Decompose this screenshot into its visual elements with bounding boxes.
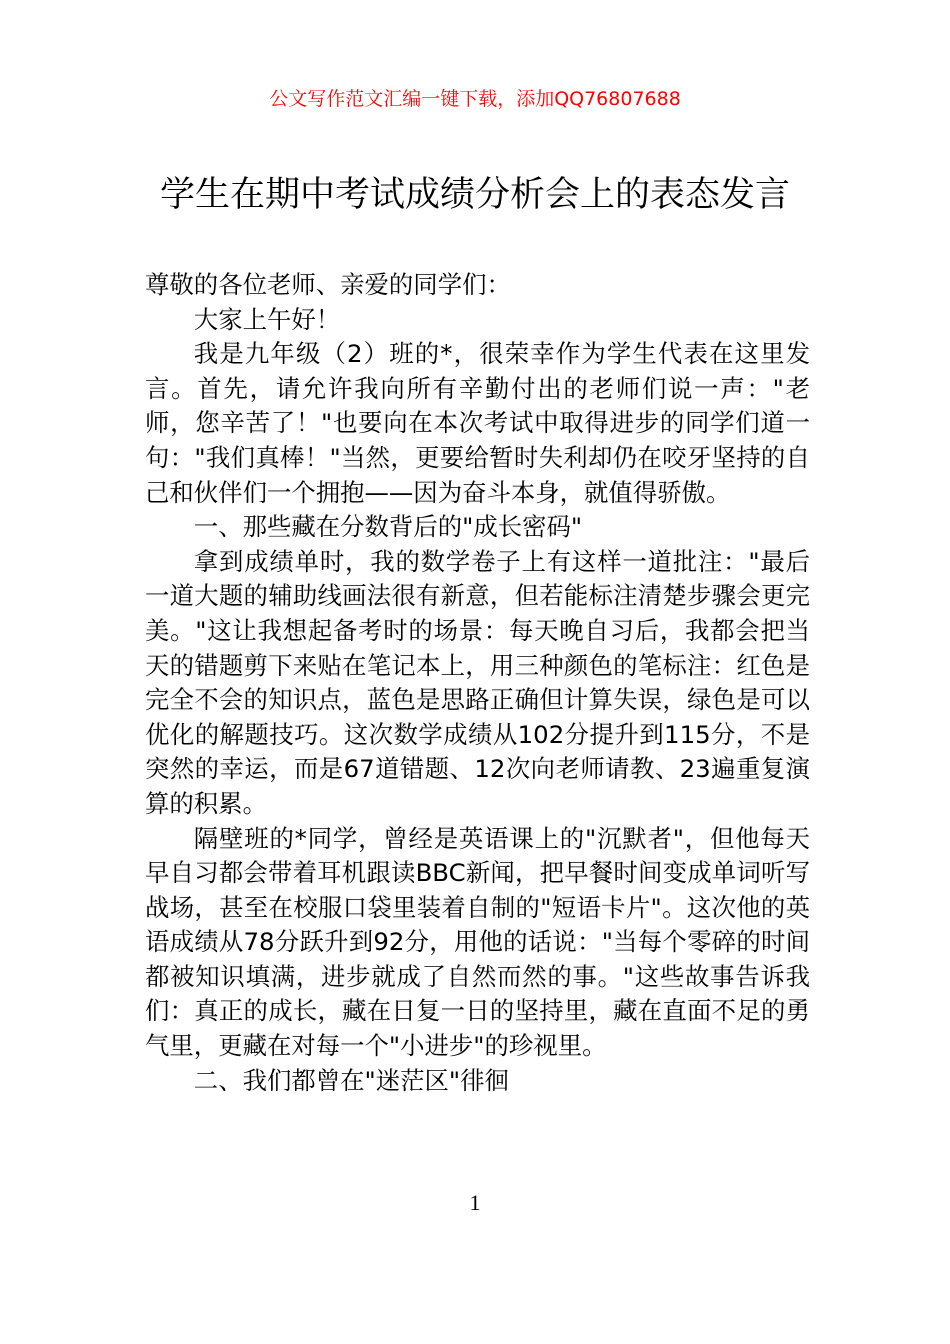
document-title: 学生在期中考试成绩分析会上的表态发言 [159, 175, 790, 215]
section-heading-2: 二、我们都曾在"迷茫区"徘徊 [193, 1065, 509, 1095]
page-number: 1 [469, 1190, 481, 1215]
body-paragraph: 隔壁班的*同学，曾经是英语课上的"沉默者"，但他每天早自习都会带着耳机跟读BBC新闻，把早餐时间变成单词听写战场，甚至在校服口袋里装着自制的"短语卡片"。这次他的英语成绩从78分跃升到92分，用他的话说："当每个零碎的时间都被知识填满，进步就成了自然而然的事。"这些故事告诉我们：真正的成长，藏在日复一日的坚持里，藏在直面不足的勇气里，更藏在对每一个"小进步"的珍视里。 [145, 823, 810, 1061]
intro-paragraph: 我是九年级（2）班的*，很荣幸作为学生代表在这里发言。首先，请允许我向所有辛勤付出的老师们说一声："老师，您辛苦了！"也要向在本次考试中取得进步的同学们道一句："我们真棒！"当然，更要给暂时失利却仍在咬牙坚持的自己和伙伴们一个拥抱——因为奋斗本身，就值得骄傲。 [145, 339, 810, 507]
document-body [145, 268, 810, 1098]
section-heading-1: 一、那些藏在分数背后的"成长密码" [193, 512, 583, 542]
header-note: 公文写作范文汇编一键下载，添加QQ76807688 [269, 88, 681, 110]
greeting-paragraph: 大家上午好！ [193, 304, 341, 334]
body-paragraph: 拿到成绩单时，我的数学卷子上有这样一道批注："最后一道大题的辅助线画法很有新意，但若能标注清楚步骤会更完美。"这让我想起备考时的场景：每天晚自习后，我都会把当天的错题剪下来贴在笔记本上，用三种颜色的笔标注：红色是完全不会的知识点，蓝色是思路正确但计算失误，绿色是可以优化的解题技巧。这次数学成绩从102分提升到115分，不是突然的幸运，而是67道错题、12次向老师请教、23遍重复演算的积累。 [145, 546, 810, 818]
salutation: 尊敬的各位老师、亲爱的同学们： [145, 270, 511, 299]
